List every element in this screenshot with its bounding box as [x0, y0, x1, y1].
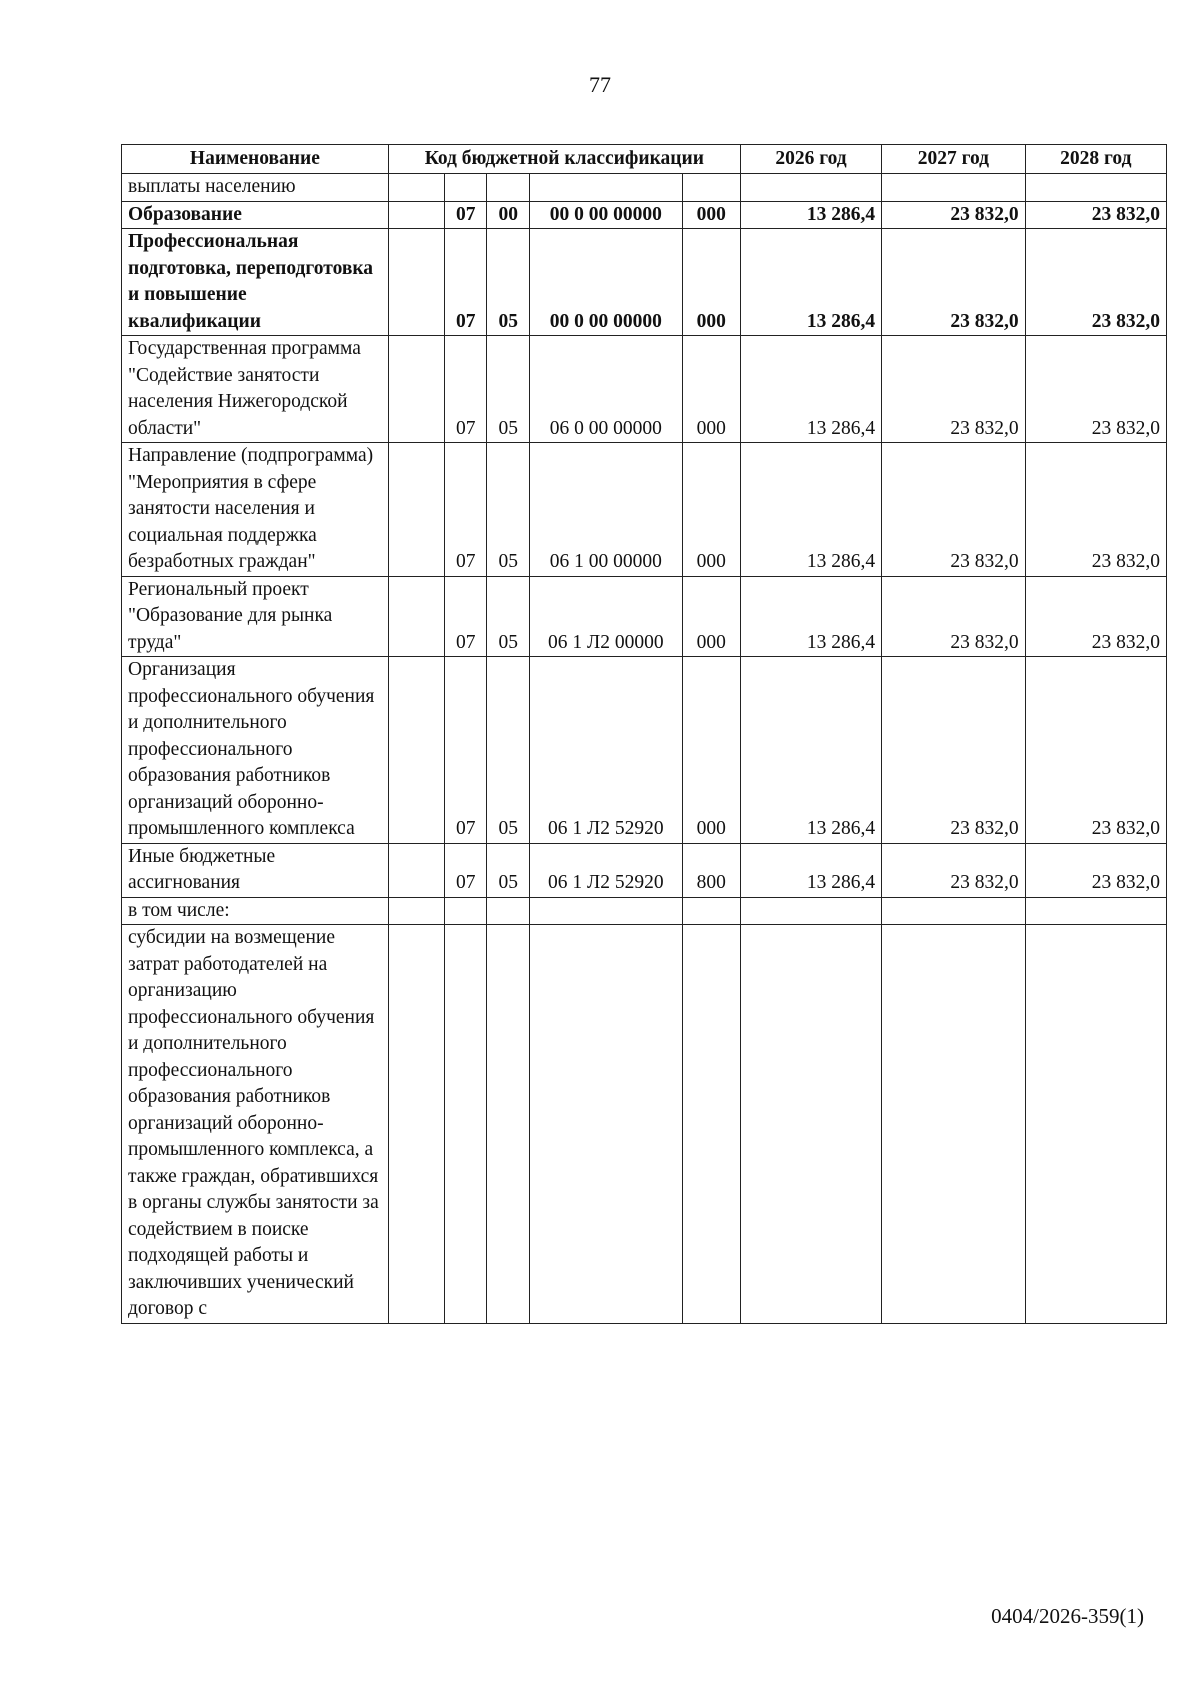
row-code-1 [388, 576, 444, 657]
row-code-1 [388, 443, 444, 577]
table-row [122, 229, 1167, 336]
row-value-2027: 23 832,0 [882, 443, 1026, 577]
row-name: субсидии на возмещение затрат работодателей на организацию профессионального обучения и дополнительного профессионального образования работников организаций оборонно-промышленного комплекса, а также граждан, обратившихся в органы службы занятости за содействием в поиске подходящей работы и заключивших ученический договор с [122, 925, 389, 1324]
row-value-2028: 23 832,0 [1025, 576, 1166, 657]
row-code-section [444, 925, 487, 1324]
header-2026: 2026 год [740, 145, 881, 174]
row-code-subsection: 05 [487, 229, 530, 336]
row-name: Организация профессионального обучения и дополнительного профессионального образования работников организаций оборонно-промышленного комплекса [122, 657, 389, 844]
row-value-2028 [1025, 897, 1166, 925]
row-value-2028: 23 832,0 [1025, 443, 1166, 577]
page-number: 77 [589, 72, 611, 97]
row-code-section: 07 [444, 843, 487, 897]
row-code-subsection [487, 925, 530, 1324]
row-code-1 [388, 843, 444, 897]
row-code-subsection [487, 174, 530, 202]
row-value-2027: 23 832,0 [882, 336, 1026, 443]
row-code-section [444, 897, 487, 925]
row-value-2026: 13 286,4 [740, 843, 881, 897]
row-name: Направление (подпрограмма) "Мероприятия в сфере занятости населения и социальная поддержка безработных граждан" [122, 443, 389, 577]
row-value-2028 [1025, 925, 1166, 1324]
table-row [122, 576, 1167, 657]
row-code-section: 07 [444, 201, 487, 229]
row-value-2026 [740, 925, 881, 1324]
row-code-target [530, 925, 682, 1324]
row-code-subsection: 05 [487, 443, 530, 577]
row-code-type [682, 925, 740, 1324]
row-code-section: 07 [444, 576, 487, 657]
row-value-2027 [882, 897, 1026, 925]
row-code-subsection: 05 [487, 657, 530, 844]
table-row [122, 897, 1167, 925]
row-value-2026: 13 286,4 [740, 576, 881, 657]
row-value-2027: 23 832,0 [882, 229, 1026, 336]
row-name: Образование [122, 201, 389, 229]
row-value-2027: 23 832,0 [882, 657, 1026, 844]
row-value-2026: 13 286,4 [740, 336, 881, 443]
row-code-section: 07 [444, 336, 487, 443]
row-value-2028: 23 832,0 [1025, 843, 1166, 897]
row-value-2028: 23 832,0 [1025, 657, 1166, 844]
row-code-1 [388, 657, 444, 844]
row-code-subsection: 05 [487, 576, 530, 657]
row-code-subsection: 05 [487, 843, 530, 897]
row-code-1 [388, 336, 444, 443]
header-2027: 2027 год [882, 145, 1026, 174]
row-code-type [682, 174, 740, 202]
row-value-2026 [740, 174, 881, 202]
row-name: выплаты населению [122, 174, 389, 202]
row-code-subsection: 00 [487, 201, 530, 229]
row-code-type: 000 [682, 336, 740, 443]
table-row [122, 843, 1167, 897]
row-code-target [530, 174, 682, 202]
row-code-target: 00 0 00 00000 [530, 201, 682, 229]
row-value-2027 [882, 174, 1026, 202]
row-value-2027: 23 832,0 [882, 576, 1026, 657]
table-row [122, 174, 1167, 202]
row-code-target: 06 1 00 00000 [530, 443, 682, 577]
table-row [122, 336, 1167, 443]
row-code-type: 800 [682, 843, 740, 897]
row-code-target: 06 0 00 00000 [530, 336, 682, 443]
row-code-type [682, 897, 740, 925]
table-row [122, 925, 1167, 1324]
row-code-section: 07 [444, 229, 487, 336]
budget-table [121, 144, 1167, 1324]
row-name: Профессиональная подготовка, переподготовка и повышение квалификации [122, 229, 389, 336]
row-code-1 [388, 925, 444, 1324]
header-name: Наименование [122, 145, 389, 174]
document-code: 0404/2026-359(1) [991, 1604, 1144, 1628]
row-name: Государственная программа "Содействие занятости населения Нижегородской области" [122, 336, 389, 443]
row-value-2027: 23 832,0 [882, 843, 1026, 897]
row-code-target: 06 1 Л2 00000 [530, 576, 682, 657]
row-code-section: 07 [444, 443, 487, 577]
row-code-1 [388, 201, 444, 229]
row-code-target: 06 1 Л2 52920 [530, 843, 682, 897]
row-value-2026: 13 286,4 [740, 657, 881, 844]
header-2028: 2028 год [1025, 145, 1166, 174]
row-name: Региональный проект "Образование для рынка труда" [122, 576, 389, 657]
row-code-subsection: 05 [487, 336, 530, 443]
row-code-1 [388, 897, 444, 925]
row-code-type: 000 [682, 229, 740, 336]
row-code-type: 000 [682, 657, 740, 844]
row-value-2026: 13 286,4 [740, 443, 881, 577]
row-code-section: 07 [444, 657, 487, 844]
row-code-type: 000 [682, 443, 740, 577]
row-code-section [444, 174, 487, 202]
table-row [122, 657, 1167, 844]
row-value-2028 [1025, 174, 1166, 202]
table-header-row [122, 145, 1167, 174]
row-value-2028: 23 832,0 [1025, 229, 1166, 336]
row-code-type: 000 [682, 201, 740, 229]
row-value-2027 [882, 925, 1026, 1324]
row-value-2026: 13 286,4 [740, 201, 881, 229]
row-code-type: 000 [682, 576, 740, 657]
row-code-target: 00 0 00 00000 [530, 229, 682, 336]
row-code-1 [388, 174, 444, 202]
row-value-2028: 23 832,0 [1025, 201, 1166, 229]
row-code-target [530, 897, 682, 925]
row-code-target: 06 1 Л2 52920 [530, 657, 682, 844]
header-code: Код бюджетной классификации [388, 145, 740, 174]
table-row [122, 443, 1167, 577]
table-row [122, 201, 1167, 229]
row-code-subsection [487, 897, 530, 925]
row-value-2026 [740, 897, 881, 925]
row-code-1 [388, 229, 444, 336]
row-name: в том числе: [122, 897, 389, 925]
row-name: Иные бюджетные ассигнования [122, 843, 389, 897]
row-value-2028: 23 832,0 [1025, 336, 1166, 443]
row-value-2027: 23 832,0 [882, 201, 1026, 229]
row-value-2026: 13 286,4 [740, 229, 881, 336]
